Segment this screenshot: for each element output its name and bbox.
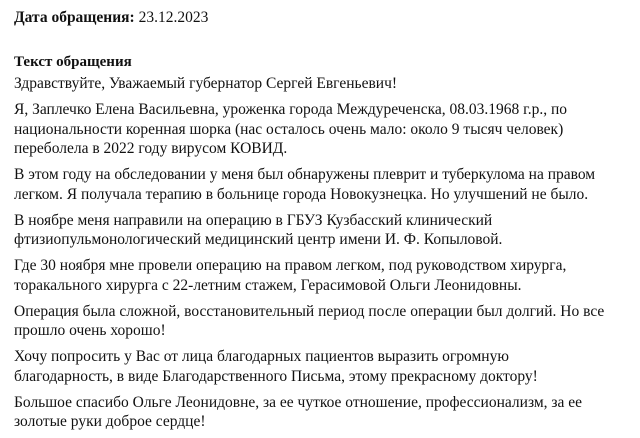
text-line: В этом году на обследовании у меня был обнаружены плеврит и туберкулома на правом — [14, 166, 596, 183]
cropped-previous-line — [14, 0, 94, 2]
text-line: Большое спасибо Ольге Леонидовне, за ее чуткое отношение, профессионализм, за ее — [14, 393, 583, 411]
date-value: 23.12.2023 — [138, 9, 209, 26]
text-line: благодарность, в виде Благодарственного Письма, этому прекрасному доктору! — [14, 367, 538, 385]
paragraph-greeting — [14, 74, 634, 94]
text-line: В ноябре меня направили на операцию в ГБУЗ Кузбасский клинический — [14, 211, 493, 229]
appeal-title: Текст обращения — [14, 54, 132, 70]
text-line: торакального хирурга с 22-летним стажем, Герасимовой Ольги Леонидовны. — [14, 276, 522, 294]
text-line: фтизиопульмонологический медицинский центр имени И. Ф. Копыловой. — [14, 231, 503, 248]
text-line: Операция была сложной, восстановительный период после операции был долгий. Но все — [14, 302, 605, 320]
text-line: национальности коренная шорка (нас осталось очень мало: около 9 тысяч человек) — [14, 120, 564, 138]
paragraph-operation — [14, 256, 634, 295]
text-line: легком. Я получала терапию в больнице города Новокузнецка. Но улучшений не было. — [14, 185, 589, 203]
paragraph-introduction — [14, 100, 634, 159]
paragraph-thanks — [14, 393, 634, 432]
paragraph-diagnosis — [14, 165, 634, 204]
text-line: Хочу попросить у Вас от лица благодарных пациентов выразить огромную — [14, 348, 509, 365]
text-line: переболела в 2022 году вирусом КОВИД. — [14, 140, 288, 157]
paragraph-request — [14, 347, 634, 386]
text-line: Где 30 ноября мне провели операцию на правом легком, под руководством хирурга, — [14, 257, 567, 274]
appeal-body — [14, 74, 634, 438]
text-line: Здравствуйте, Уважаемый губернатор Сергей Евгеньевич! — [14, 75, 398, 92]
paragraph-recovery — [14, 302, 634, 341]
date-label: Дата обращения: — [14, 9, 135, 26]
text-line: Я, Заплечко Елена Васильевна, уроженка города Междуреченска, 08.03.1968 г.р., по — [14, 101, 568, 118]
text-line: прошло очень хорошо! — [14, 322, 166, 339]
appeal-date-line — [14, 8, 208, 27]
text-line: золотые руки доброе сердце! — [14, 413, 206, 430]
paragraph-referral — [14, 211, 634, 250]
